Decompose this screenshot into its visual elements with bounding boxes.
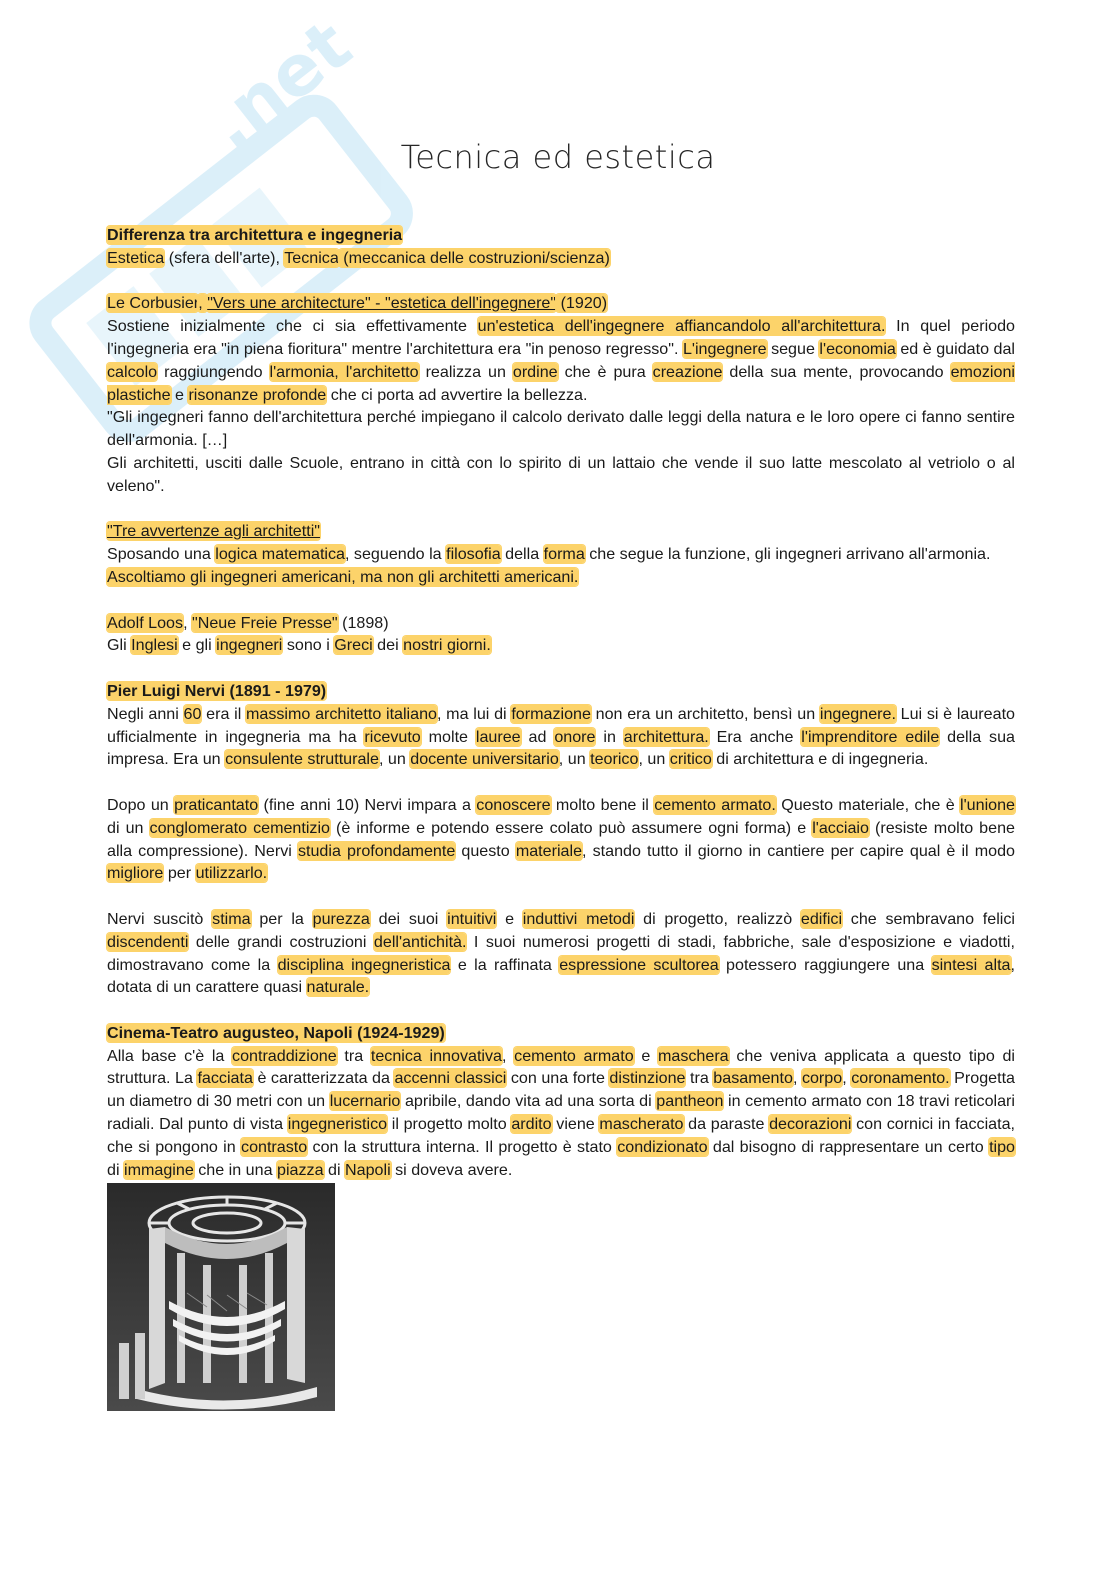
highlight: immagine: [124, 1160, 194, 1179]
text: dei: [372, 636, 404, 655]
section-heading: Cinema-Teatro augusteo, Napoli (1924-1929): [107, 1023, 445, 1042]
highlight: migliore: [107, 864, 164, 883]
text: Gli: [107, 636, 132, 655]
highlight: calcolo: [107, 362, 158, 381]
text: ad: [520, 727, 555, 746]
highlight: architettura.: [623, 727, 709, 746]
text: che veniva applicata a questo tipo di struttura. La: [107, 1046, 1015, 1088]
text: ,: [792, 1069, 802, 1088]
highlight: ricevuto: [364, 727, 421, 746]
theatre-section-image: [107, 1183, 335, 1411]
text: e: [170, 385, 189, 404]
highlight: piazza: [277, 1160, 324, 1179]
text: Alla base c'è la: [107, 1046, 233, 1065]
text: Sostiene inizialmente che ci sia effettivamente: [107, 317, 478, 336]
text: tra: [336, 1046, 371, 1065]
highlight: massimo architetto italiano: [245, 704, 437, 723]
highlight: tipo: [989, 1137, 1016, 1156]
highlight: stima: [212, 909, 251, 928]
highlight: edifici: [800, 909, 843, 928]
text: di un: [107, 818, 150, 837]
highlight: Inglesi: [131, 636, 178, 655]
section-le-corbusier: [107, 292, 1015, 497]
year: (1920): [556, 294, 608, 313]
text: Progetta un diametro di 30 metri con un: [107, 1069, 1015, 1111]
author: Le Corbusier: [107, 294, 199, 313]
text: (fine anni 10) Nervi impara a: [258, 795, 477, 814]
highlight: risonanze profonde: [188, 385, 327, 404]
highlight: utilizzarlo.: [195, 864, 268, 883]
highlight: praticantato: [174, 795, 259, 814]
section-heading: Differenza tra architettura e ingegneria: [107, 226, 403, 244]
highlight: onore: [554, 727, 596, 746]
section-heading: Pier Luigi Nervi (1891 - 1979): [107, 681, 327, 700]
text: Nervi suscitò: [107, 909, 213, 928]
author: Adolf Loos: [107, 613, 184, 632]
highlight: disciplina ingegneristica: [277, 955, 451, 974]
highlight: accenni classici: [394, 1069, 507, 1088]
highlight: lauree: [475, 727, 521, 746]
highlight: l'acciaio: [812, 818, 869, 837]
paragraph: [107, 634, 1015, 657]
text: di progetto, realizzò: [634, 909, 801, 928]
highlight: docente universitario: [410, 750, 559, 769]
text: dei suoi: [369, 909, 448, 928]
highlight: intuitivi: [447, 909, 497, 928]
highlight: decorazioni: [769, 1115, 852, 1134]
highlight: contraddizione: [232, 1046, 337, 1065]
svg-text:.net: .net: [191, 4, 367, 166]
text: ,: [502, 1046, 515, 1065]
highlight: ingegneri: [216, 636, 283, 655]
text: , un: [378, 750, 411, 769]
text: era il: [201, 704, 246, 723]
highlight: purezza: [312, 909, 370, 928]
highlight: un'estetica dell'ingegnere affiancandolo all'architettura.: [477, 317, 886, 336]
text: tra: [685, 1069, 714, 1088]
text: della sua mente, provocando: [722, 362, 951, 381]
text: I suoi numerosi progetti di stadi, fabbriche, sale d'esposizione e viadotti, dimostravano come la: [107, 932, 1015, 974]
text: per: [163, 864, 196, 883]
highlight: conglomerato cementizio: [149, 818, 330, 837]
page-title: Tecnica ed estetica: [400, 138, 716, 176]
text: e: [496, 909, 523, 928]
highlight: ordine: [512, 362, 558, 381]
highlight: teorico: [590, 750, 639, 769]
highlight: 60: [183, 704, 202, 723]
text: viene: [551, 1115, 600, 1134]
text: , un: [638, 750, 670, 769]
highlight: distinzione: [609, 1069, 686, 1088]
highlight: cemento armato.: [654, 795, 776, 814]
highlight: maschera: [657, 1046, 729, 1065]
text: , dotata di un carattere quasi: [107, 955, 1015, 997]
highlight: l'unione: [960, 795, 1015, 814]
text: da paraste: [683, 1115, 770, 1134]
paragraph: [107, 1045, 1015, 1182]
highlight: facciata: [197, 1069, 253, 1088]
paragraph: [107, 794, 1015, 885]
highlight: formazione: [511, 704, 591, 723]
highlight: induttivi metodi: [522, 909, 635, 928]
section-nervi: [107, 680, 1015, 999]
text: potessero raggiungere una: [718, 955, 932, 974]
text: Negli anni: [107, 704, 184, 723]
highlight: tecnica innovativa: [370, 1046, 502, 1065]
highlight: dell'antichità.: [373, 932, 467, 951]
highlight: condizionato: [617, 1137, 708, 1156]
highlight: pantheon: [656, 1092, 724, 1111]
highlight: espressione scultorea: [559, 955, 719, 974]
highlight: lucernario: [329, 1092, 401, 1111]
text: (resiste molto bene alla compressione). Nervi: [107, 818, 1015, 860]
text: e gli: [177, 636, 217, 655]
text: apribile, dando vita ad una sorta di: [400, 1092, 657, 1111]
text: In quel periodo l'ingegneria era "in piena fioritura" mentre l'architettura era "in penoso regresso".: [107, 317, 1015, 358]
text: dal bisogno di rappresentare un certo: [707, 1137, 990, 1156]
text: ed è guidato dal: [895, 339, 1015, 358]
quote: Gli architetti, usciti dalle Scuole, entrano in città con lo spirito di un lattaio che vende il suo latte mescolato al vetriolo o al veleno".: [107, 453, 1015, 495]
text: sono i: [282, 636, 335, 655]
highlight: mascherato: [599, 1115, 684, 1134]
text: (1898): [337, 613, 389, 632]
text: e: [633, 1046, 658, 1065]
highlight: conoscere: [476, 795, 551, 814]
text: Dopo un: [107, 795, 175, 814]
highlight: ingegnere.: [819, 704, 896, 723]
work-title: "Neue Freie Presse": [192, 613, 338, 632]
highlight: contrasto: [241, 1137, 308, 1156]
highlight: (meccanica delle costruzioni/scienza): [338, 248, 610, 267]
highlight: l'economia: [819, 339, 896, 358]
text: realizza un: [418, 362, 513, 381]
text: Sposando una: [107, 545, 216, 564]
highlight: ingegneristico: [287, 1115, 388, 1134]
text: con una forte: [506, 1069, 610, 1088]
text: di architettura e di ingegneria.: [711, 750, 929, 769]
highlight: nostri giorni.: [403, 636, 491, 655]
text: segue: [766, 339, 820, 358]
quote: "Gli ingegneri fanno dell'architettura perché impiegano il calcolo derivato dalle leggi della natura e le loro opere ci fanno sentire dell'armonia. […]: [107, 408, 1015, 450]
highlight: cemento armato: [514, 1046, 634, 1065]
highlighted-sentence: Ascoltiamo gli ingegneri americani, ma non gli architetti americani.: [107, 567, 579, 586]
paragraph: [107, 247, 1015, 270]
text: questo: [455, 841, 516, 860]
text: che in una: [193, 1160, 277, 1179]
highlight: corpo: [801, 1069, 843, 1088]
highlight: filosofia: [446, 545, 501, 564]
text: , ma lui di: [437, 704, 512, 723]
text: delle grandi costruzioni: [188, 932, 374, 951]
text: è caratterizzata da: [252, 1069, 395, 1088]
paragraph: [107, 908, 1015, 999]
highlight: consulente strutturale: [225, 750, 379, 769]
section-heading: "Tre avvertenze agli architetti": [107, 522, 320, 541]
highlight: critico: [669, 750, 712, 769]
text: in cemento armato con 18 travi reticolari radiali. Dal punto di vista: [107, 1092, 1015, 1134]
text: , seguendo la: [344, 545, 447, 564]
text: (sfera dell'arte),: [164, 248, 285, 267]
text: non era un architetto, bensì un: [590, 704, 820, 723]
text: che è pura: [557, 362, 653, 381]
highlight: Estetica: [107, 248, 165, 267]
text: si doveva avere.: [390, 1160, 513, 1179]
highlight: Greci: [334, 636, 373, 655]
highlight: logica matematica: [215, 545, 345, 564]
highlight: basamento: [713, 1069, 793, 1088]
highlight: coronamento.: [851, 1069, 950, 1088]
highlight: naturale.: [306, 978, 370, 997]
text: in: [595, 727, 624, 746]
highlight: sintesi alta: [931, 955, 1011, 974]
text: raggiungendo: [157, 362, 270, 381]
text: (è informe e potendo essere colato può assumere ogni forma) e: [330, 818, 813, 837]
section-heading: [107, 292, 1015, 315]
text: Lui si è laureato ufficialmente in ingegneria ma ha: [107, 704, 1015, 746]
text: per la: [250, 909, 313, 928]
text: molte: [420, 727, 476, 746]
text: che ci porta ad avvertire la bellezza.: [326, 385, 588, 404]
text: di: [323, 1160, 346, 1179]
highlight: creazione: [652, 362, 723, 381]
highlight: L'ingegnere: [682, 339, 767, 358]
highlight: Napoli: [345, 1160, 391, 1179]
text: con la struttura interna. Il progetto è stato: [307, 1137, 618, 1156]
work-title: "Vers une architecture" - "estetica dell'ingegnere": [207, 294, 557, 313]
text: e la raffinata: [450, 955, 560, 974]
paragraph: [107, 543, 1015, 566]
text: della: [500, 545, 544, 564]
text: che sembravano felici: [842, 909, 1015, 928]
section-adolf-loos: [107, 612, 1015, 658]
text: Questo materiale, che è: [775, 795, 961, 814]
text: , stando tutto il giorno in cantiere per capire qual è il modo: [582, 841, 1015, 860]
text: della sua impresa. Era un: [107, 727, 1015, 769]
paragraph: [107, 315, 1015, 406]
text: di: [107, 1160, 124, 1179]
text: il progetto molto: [387, 1115, 512, 1134]
text: molto bene il: [550, 795, 655, 814]
highlight: l'imprenditore edile: [801, 727, 940, 746]
section-heading: [107, 612, 1015, 635]
text: con cornici in facciata, che si pongono in: [107, 1115, 1016, 1156]
highlight: materiale: [515, 841, 583, 860]
highlight: ardito: [511, 1115, 552, 1134]
section-augusteo: [107, 1022, 1015, 1412]
text: , un: [558, 750, 591, 769]
section-tre-avvertenze: [107, 520, 1015, 588]
document-body: [107, 224, 1015, 1411]
section-differenza: [107, 224, 1015, 270]
text: ,: [842, 1069, 852, 1088]
highlight: emozioni plastiche: [107, 362, 1015, 404]
text: Era anche: [708, 727, 802, 746]
highlight: l'armonia, l'architetto: [269, 362, 419, 381]
highlight: discendenti: [107, 932, 189, 951]
text: che segue la funzione, gli ingegneri arrivano all'armonia.: [584, 545, 991, 564]
highlight: forma: [543, 545, 585, 564]
highlight: studia profondamente: [297, 841, 456, 860]
text: ,: [198, 294, 208, 313]
highlight: Tecnica: [284, 248, 339, 267]
paragraph: [107, 703, 1015, 771]
text: ,: [183, 613, 193, 632]
